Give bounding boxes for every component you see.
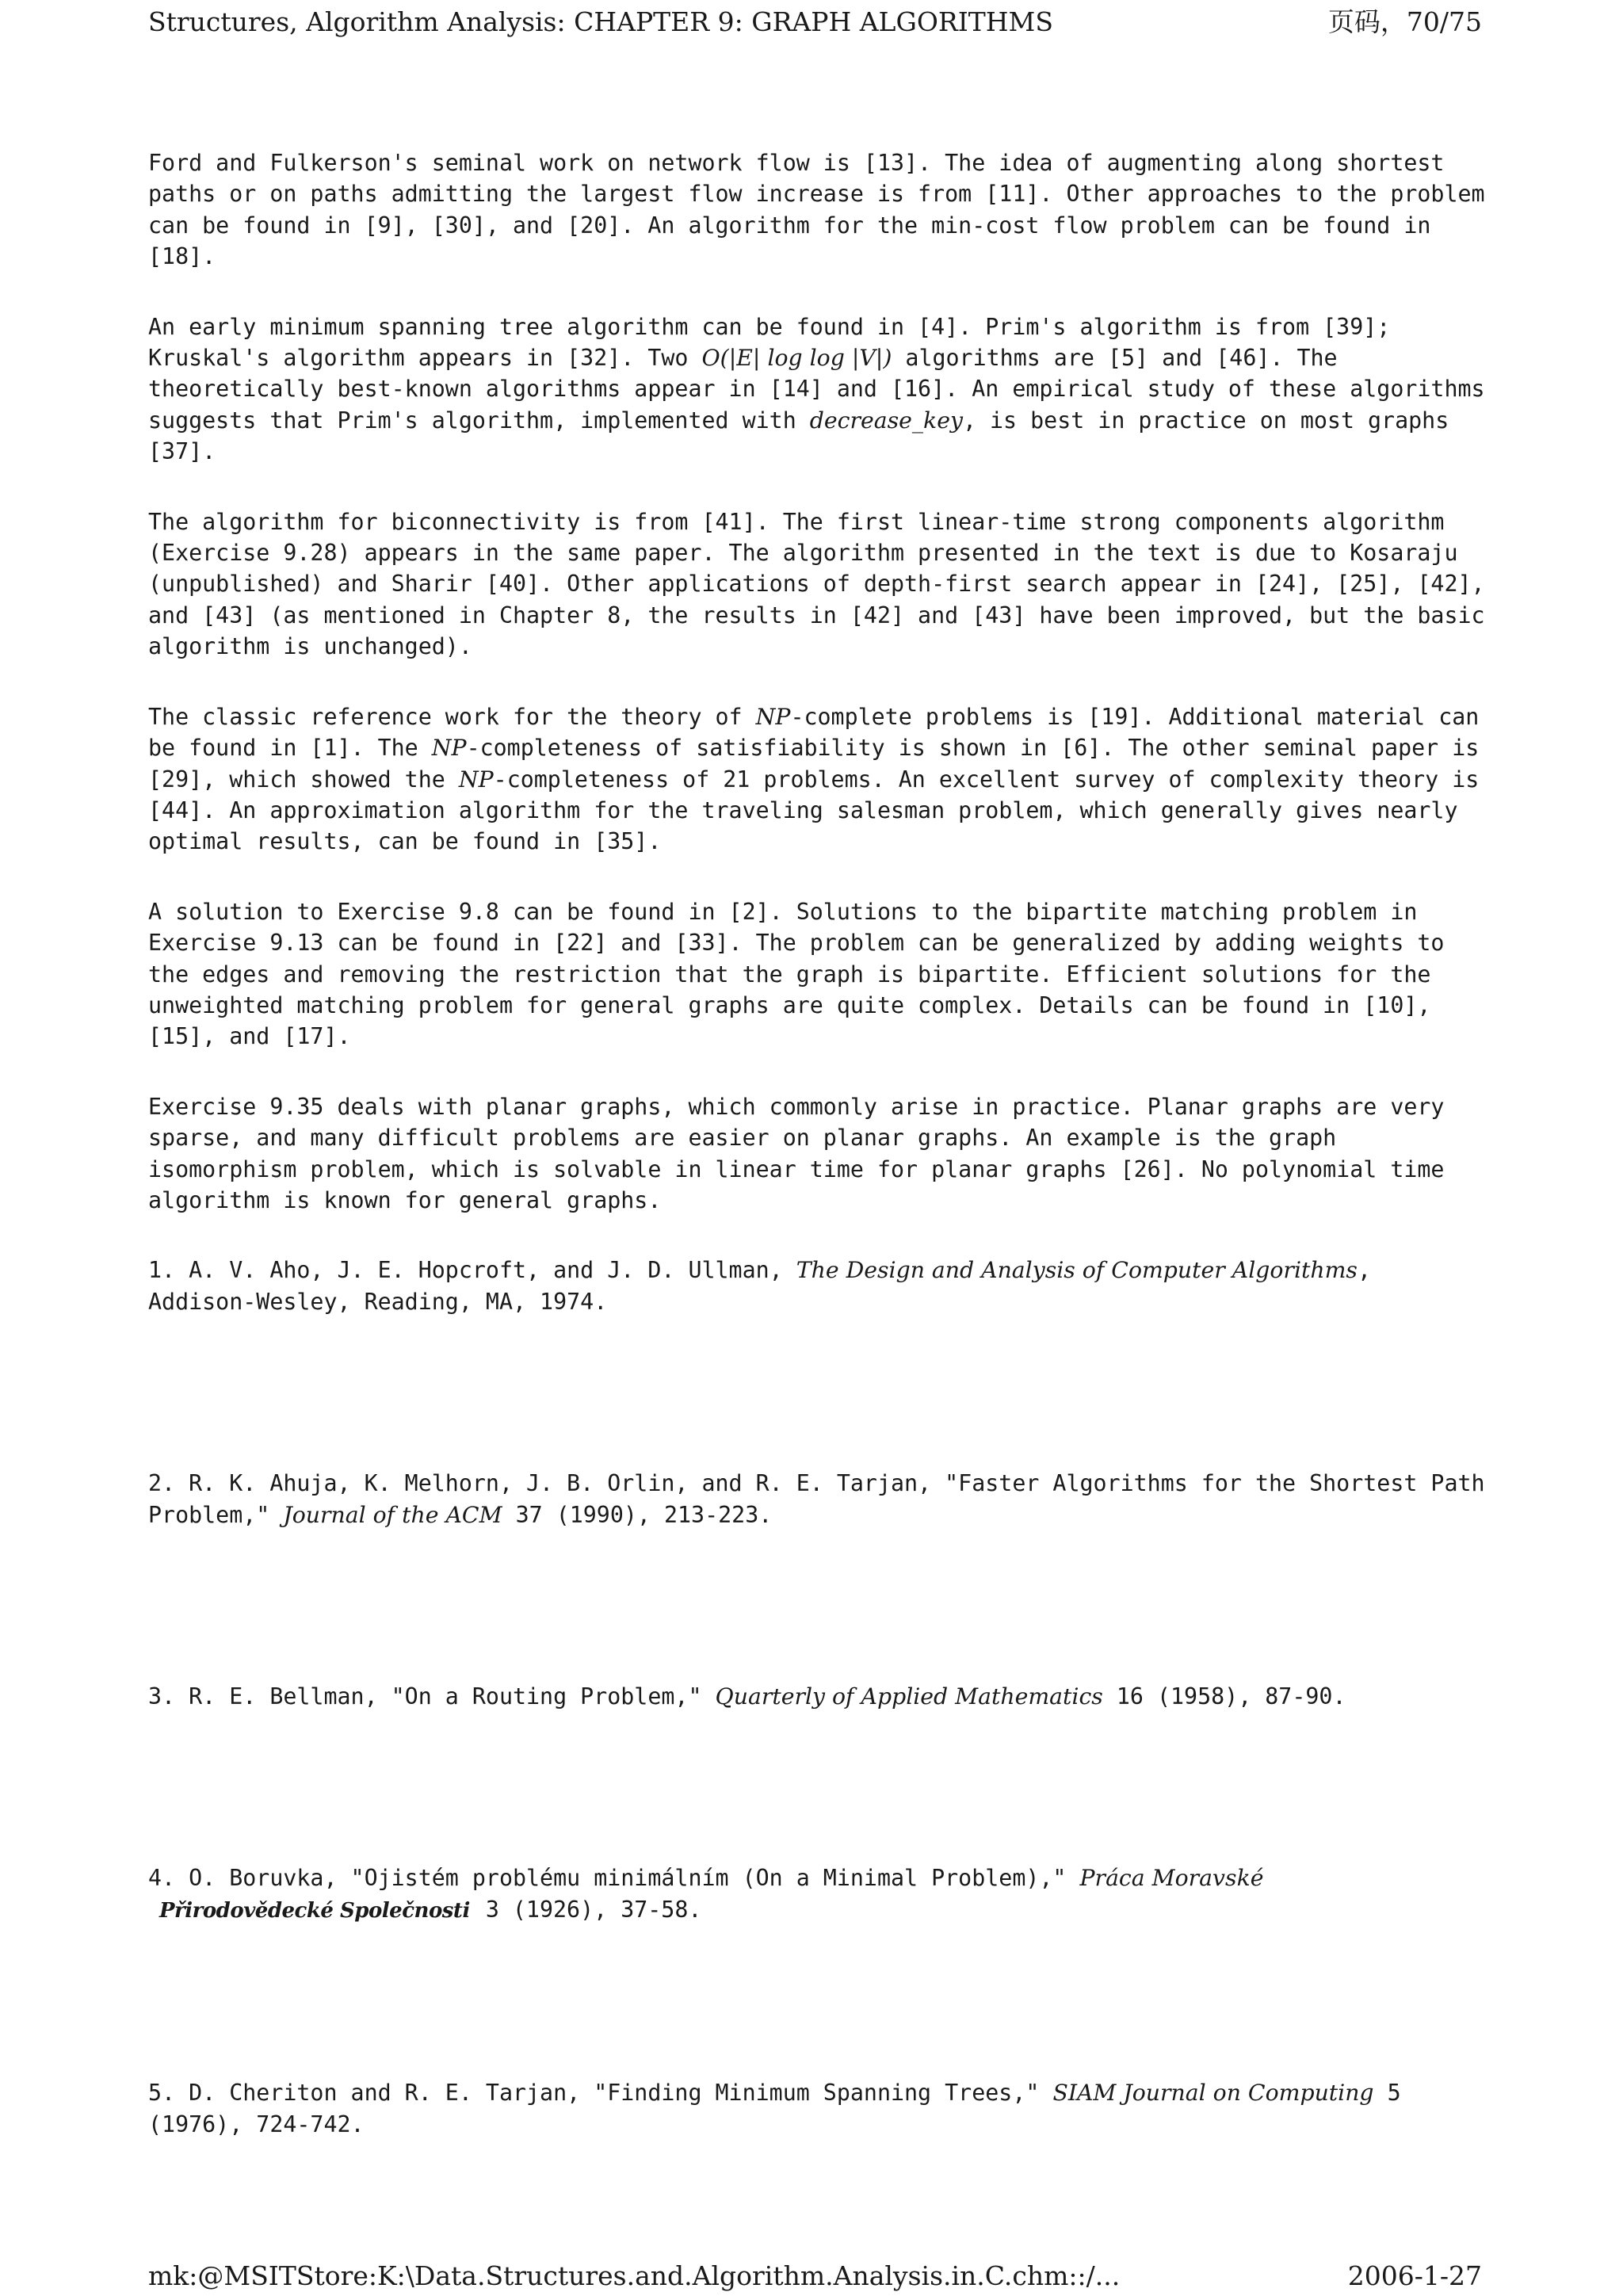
reference-details: , Addison-Wesley, Reading, MA, 1974. [148,1257,1371,1315]
reference-title: Quarterly of Applied Mathematics [715,1683,1103,1710]
print-date: 2006-1-27 [1347,2260,1482,2291]
main-content [148,147,1487,2140]
paragraph-text: -completeness of 21 problems. An excellent survey of complexity theory is [44]. An approximation algorithm for the traveling salesman problem, which generally gives nearly optimal results, can be found in [35]. [148,766,1480,855]
reference-authors: 3. R. E. Bellman, "On a Routing Problem," [148,1683,716,1710]
paragraph-text: -complete problems is [19]. Additional material can be found in [1]. The [148,703,1480,762]
source-path: mk:@MSITStore:K:\Data.Structures.and.Algorithm.Analysis.in.C.chm::/... [148,2260,1121,2291]
paragraph-text: -completeness of satisfiability is shown in [6]. The other seminal paper is [29], which showed the [148,735,1480,793]
reference-authors: 5. D. Cheriton and R. E. Tarjan, "Finding Minimum Spanning Trees," [148,2080,1053,2107]
reference-line [148,1894,701,1927]
reference-item [148,1255,1487,1317]
reference-title: Journal of the ACM [283,1501,502,1528]
reference-authors: 4. O. Boruvka, "Ojistém problému minimálním (On a Minimal Problem)," [148,1865,1080,1892]
paragraph-text: A solution to Exercise 9.8 can be found in [2]. Solutions to the bipartite matching problem in Exercise 9.13 can be found in [22] and [33]. The problem can be generalized by adding weights to the edges and removing the restriction that the graph is bipartite. Efficient solutions for the unweighted matching problem for general graphs are quite complex. Details can be found in [10], [15], and [17]. [148,898,1445,1050]
reference-item [148,1862,1487,1927]
paragraph-np-complete [148,701,1487,858]
reference-journal-image-text: Přirodovědecké Společnosti [159,1898,470,1923]
italic-term: decrease_key [809,407,963,434]
reference-title: The Design and Analysis of Computer Algorithms [796,1257,1358,1284]
paragraph-spanning-tree [148,311,1487,468]
paragraph-bipartite-matching [148,896,1487,1052]
paragraph-biconnectivity [148,506,1487,663]
reference-details: 37 (1990), 213-223. [502,1501,773,1528]
page-number: 页码，70/75 [1327,6,1482,37]
reference-authors: 2. R. K. Ahuja, K. Melhorn, J. B. Orlin, and R. E. Tarjan, "Faster Algorithms for the Shortest Path Problem," [148,1470,1485,1528]
paragraph-text: Exercise 9.35 deals with planar graphs, which commonly arise in practice. Planar graphs are very sparse, and many difficult problems are easier on planar graphs. An example is the graph isomorphism problem, which is solvable in linear time for planar graphs [26]. No polynomial time algorithm is known for general graphs. [148,1093,1445,1213]
paragraph-text: An early minimum spanning tree algorithm can be found in [4]. Prim's algorithm is from [39]; Kruskal's algorithm appears in [32]. Two [148,313,1391,372]
reference-details: 5 (1976), 724-742. [148,2080,1401,2137]
math-expression: O(|E| log log |V|) [701,345,892,372]
reference-title: Práca Moravské [1079,1865,1264,1892]
paragraph-network-flow [148,147,1487,273]
page-header [148,5,1482,40]
reference-item [148,1681,1487,1712]
paragraph-text: The classic reference work for the theory of [148,703,756,730]
paragraph-text: algorithms are [5] and [46]. The theoretically best-known algorithms appear in [14] and [16]. An empirical study of these algorithms suggests that Prim's algorithm, implemented with [148,345,1485,434]
reference-details: 3 (1926), 37-58. [485,1896,702,1923]
reference-title: SIAM Journal on Computing [1052,2080,1374,2107]
reference-item [148,1468,1487,1530]
reference-authors: 1. A. V. Aho, J. E. Hopcroft, and J. D. Ullman, [148,1257,796,1284]
paragraph-text: The algorithm for biconnectivity is from [41]. The first linear-time strong components algorithm (Exercise 9.28) appears in the same paper. The algorithm presented in the text is due to Kosaraju (unpublished) and Sharir [40]. Other applications of depth-first search appear in [24], [25], [42], and [43] (as mentioned in Chapter 8, the results in [42] and [43] have been improved, but the basic algorithm is unchanged). [148,508,1485,660]
italic-term: NP [755,703,791,730]
paragraph-planar-graphs [148,1091,1487,1217]
paragraph-text: , is best in practice on most graphs [37]. [148,407,1449,465]
italic-term: NP [458,766,494,793]
page-footer [148,2259,1482,2294]
reference-item [148,2077,1487,2140]
document-title: Structures, Algorithm Analysis: CHAPTER 9: GRAPH ALGORITHMS [148,6,1053,37]
italic-term: NP [431,735,467,762]
reference-details: 16 (1958), 87-90. [1102,1683,1346,1710]
paragraph-text: Ford and Fulkerson's seminal work on network flow is [13]. The idea of augmenting along shortest paths or on paths admitting the largest flow increase is from [11]. Other approaches to the problem can be found in [9], [30], and [20]. An algorithm for the min-cost flow problem can be found in [18]. [148,150,1485,270]
